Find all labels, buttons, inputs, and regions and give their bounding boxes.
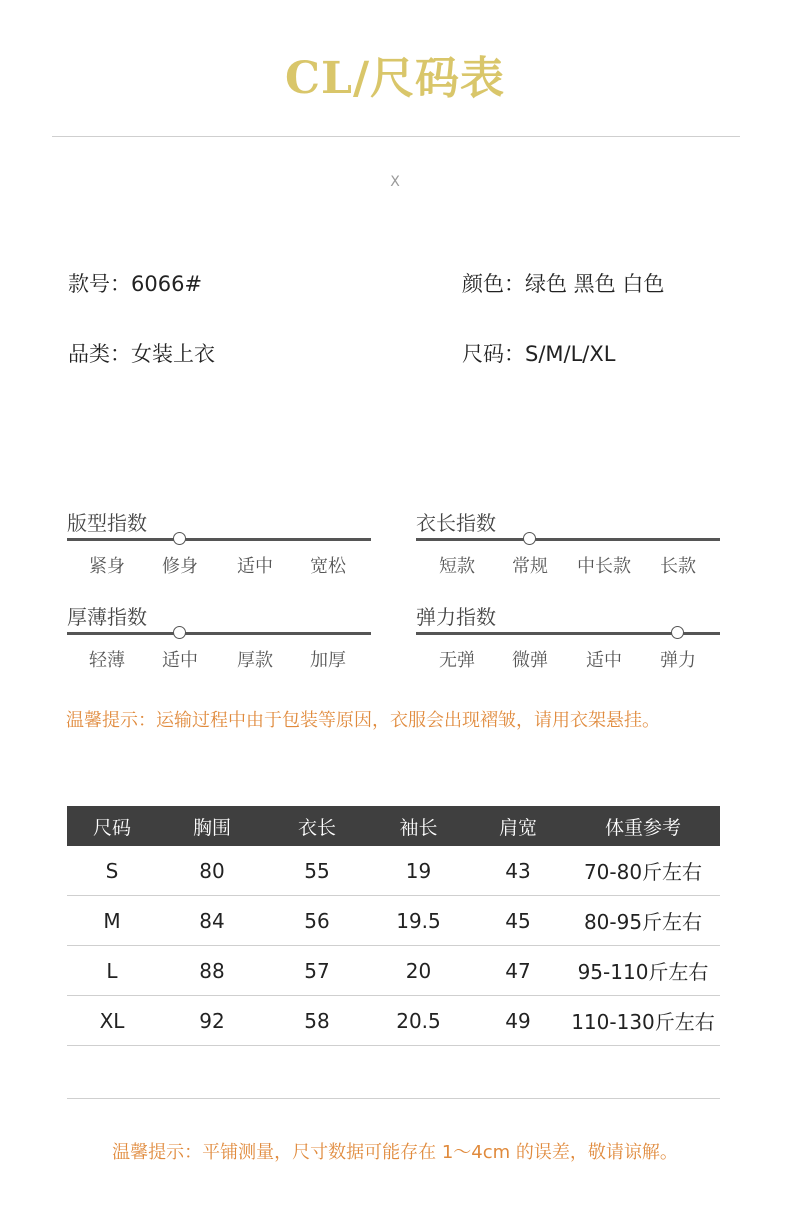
cell-length: 56 [267, 896, 367, 946]
header-sleeve: 袖长 [367, 806, 470, 846]
cell-weight: 70-80斤左右 [566, 846, 720, 896]
cell-bust: 84 [157, 896, 267, 946]
index-knob [173, 532, 186, 545]
cell-shoulder: 43 [470, 846, 566, 896]
index-title: 版型指数 [67, 511, 147, 535]
cell-sleeve: 19 [367, 846, 470, 896]
title-divider [52, 136, 740, 137]
index-track [67, 632, 371, 635]
cell-shoulder: 45 [470, 896, 566, 946]
size-table [67, 806, 720, 1046]
index-label: 适中 [162, 650, 198, 671]
style-number: 款号：6066# [68, 272, 203, 296]
table-header-row [67, 806, 720, 846]
header-size: 尺码 [67, 806, 157, 846]
cell-length: 57 [267, 946, 367, 996]
index-label: 宽松 [310, 556, 346, 577]
index-label: 加厚 [310, 650, 346, 671]
index-label: 适中 [237, 556, 273, 577]
index-title: 厚薄指数 [67, 605, 147, 629]
index-label: 厚款 [237, 650, 273, 671]
cell-length: 55 [267, 846, 367, 896]
table-row [67, 946, 720, 996]
color-options: 颜色：绿色 黑色 白色 [462, 272, 665, 296]
index-label: 紧身 [89, 556, 125, 577]
cell-size: S [67, 846, 157, 896]
index-label: 轻薄 [89, 650, 125, 671]
cell-size: XL [67, 996, 157, 1046]
index-label: 长款 [660, 556, 696, 577]
index-label: 常规 [512, 556, 548, 577]
cell-size: M [67, 896, 157, 946]
header-length: 衣长 [267, 806, 367, 846]
index-label: 适中 [586, 650, 622, 671]
index-knob [671, 626, 684, 639]
table-row [67, 846, 720, 896]
cell-weight: 110-130斤左右 [566, 996, 720, 1046]
table-row [67, 996, 720, 1046]
index-knob [173, 626, 186, 639]
index-label: 弹力 [660, 650, 696, 671]
cell-weight: 80-95斤左右 [566, 896, 720, 946]
table-bottom-divider [67, 1098, 720, 1099]
header-bust: 胸围 [157, 806, 267, 846]
index-knob [523, 532, 536, 545]
table-row [67, 896, 720, 946]
close-mark: X [390, 174, 400, 190]
cell-shoulder: 47 [470, 946, 566, 996]
index-label: 修身 [162, 556, 198, 577]
cell-bust: 88 [157, 946, 267, 996]
index-label: 短款 [439, 556, 475, 577]
cell-bust: 92 [157, 996, 267, 1046]
shipping-tip: 温馨提示：运输过程中由于包装等原因，衣服会出现褶皱，请用衣架悬挂。 [66, 710, 660, 731]
index-track [416, 538, 720, 541]
cell-sleeve: 20.5 [367, 996, 470, 1046]
size-options: 尺码：S/M/L/XL [462, 342, 616, 366]
index-label: 无弹 [439, 650, 475, 671]
index-title: 弹力指数 [416, 605, 496, 629]
cell-size: L [67, 946, 157, 996]
elasticity-index [416, 601, 720, 761]
header-weight: 体重参考 [566, 806, 720, 846]
index-track [67, 538, 371, 541]
header-shoulder: 肩宽 [470, 806, 566, 846]
index-label: 中长款 [577, 556, 631, 577]
cell-length: 58 [267, 996, 367, 1046]
cell-sleeve: 19.5 [367, 896, 470, 946]
cell-sleeve: 20 [367, 946, 470, 996]
measurement-tip: 温馨提示：平铺测量，尺寸数据可能存在 1～4cm 的误差，敬请谅解。 [112, 1142, 678, 1163]
thickness-index [67, 601, 371, 761]
index-title: 衣长指数 [416, 511, 496, 535]
cell-weight: 95-110斤左右 [566, 946, 720, 996]
cell-bust: 80 [157, 846, 267, 896]
index-label: 微弹 [512, 650, 548, 671]
cell-shoulder: 49 [470, 996, 566, 1046]
page-title: CL/尺码表 [284, 53, 506, 104]
category: 品类：女装上衣 [68, 342, 215, 366]
